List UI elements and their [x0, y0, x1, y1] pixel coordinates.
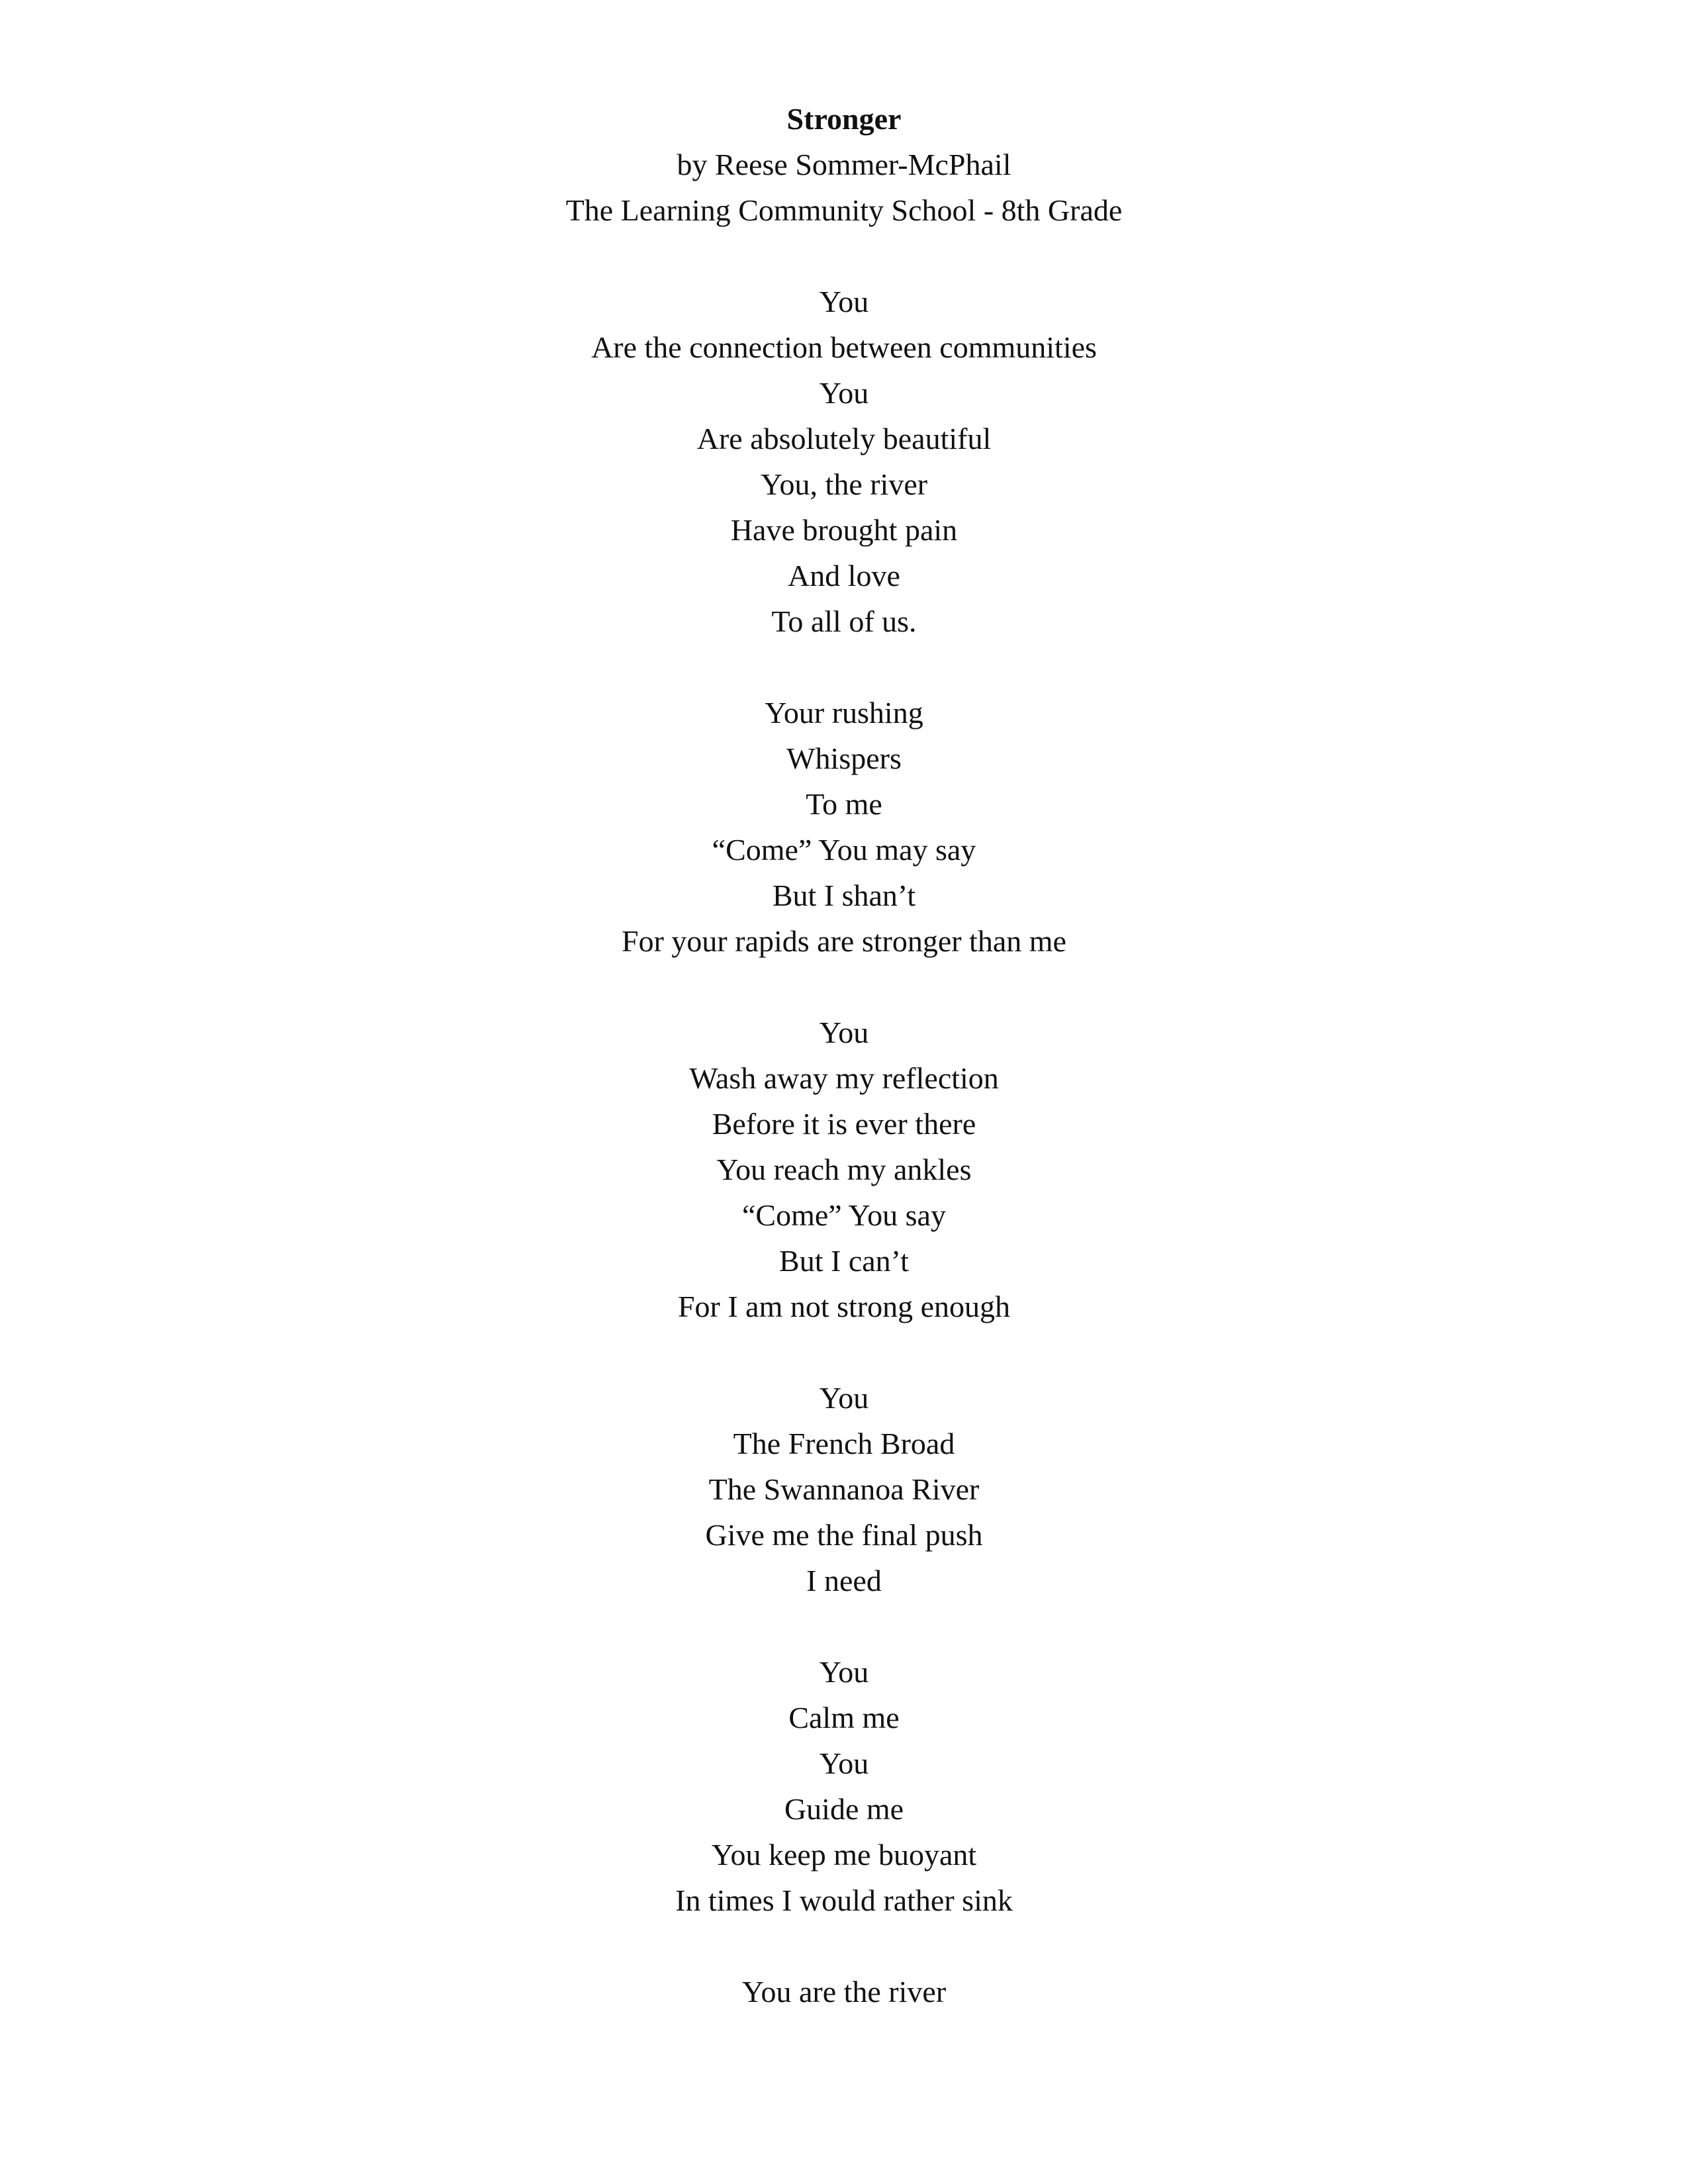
poem-line: To me — [806, 787, 882, 821]
stanza-1 — [0, 279, 1688, 644]
poem-line: But I can’t — [779, 1244, 909, 1278]
poem-line: Guide me — [784, 1792, 904, 1826]
stanza-6 — [0, 1969, 1688, 2015]
poem-school: The Learning Community School - 8th Grade — [565, 193, 1123, 227]
poem-line: “Come” You may say — [712, 833, 976, 867]
poem-line: Wash away my reflection — [689, 1061, 999, 1095]
stanza-break — [0, 1329, 1688, 1375]
poem-line: But I shan’t — [772, 878, 916, 912]
poem-line: You — [819, 1655, 869, 1689]
stanza-4 — [0, 1375, 1688, 1603]
poem-line: For I am not strong enough — [677, 1290, 1011, 1323]
poem-line: The Swannanoa River — [708, 1472, 980, 1506]
poem-line: To all of us. — [771, 604, 917, 638]
poem-line: Give me the final push — [705, 1518, 983, 1552]
poem-line: Whispers — [786, 741, 902, 775]
poem-line: Are the connection between communities — [591, 330, 1097, 364]
poem-line: Have brought pain — [730, 513, 958, 547]
poem-line: The French Broad — [733, 1427, 955, 1460]
poem-line: You — [819, 376, 869, 410]
stanza-break — [0, 964, 1688, 1010]
stanza-break — [0, 1603, 1688, 1649]
poem-line: You — [819, 285, 869, 318]
poem-line: “Come” You say — [742, 1198, 946, 1232]
stanza-3 — [0, 1010, 1688, 1329]
poem-line: You are the river — [741, 1975, 947, 2009]
poem-line: You — [819, 1016, 869, 1049]
poem-line: You keep me buoyant — [711, 1838, 977, 1872]
poem-line: Are absolutely beautiful — [696, 422, 992, 455]
poem-line: Calm me — [788, 1701, 900, 1734]
poem-line: And love — [788, 559, 900, 593]
poem-title: Stronger — [786, 102, 902, 136]
poem-line: I need — [806, 1564, 882, 1597]
poem-line: You, the river — [760, 467, 928, 501]
poem-line: For your rapids are stronger than me — [622, 924, 1066, 958]
poem — [0, 96, 1688, 2015]
poem-line: In times I would rather sink — [675, 1883, 1013, 1917]
poem-line: You — [819, 1746, 869, 1780]
stanza-break — [0, 1923, 1688, 1969]
poem-line: You — [819, 1381, 869, 1415]
stanza-break — [0, 233, 1688, 279]
poem-line: Before it is ever there — [712, 1107, 976, 1141]
poem-line: Your rushing — [765, 696, 923, 730]
poem-byline: by Reese Sommer-McPhail — [677, 148, 1011, 181]
stanza-2 — [0, 690, 1688, 964]
poem-line: You reach my ankles — [716, 1153, 972, 1186]
stanza-break — [0, 644, 1688, 690]
stanza-5 — [0, 1649, 1688, 1923]
